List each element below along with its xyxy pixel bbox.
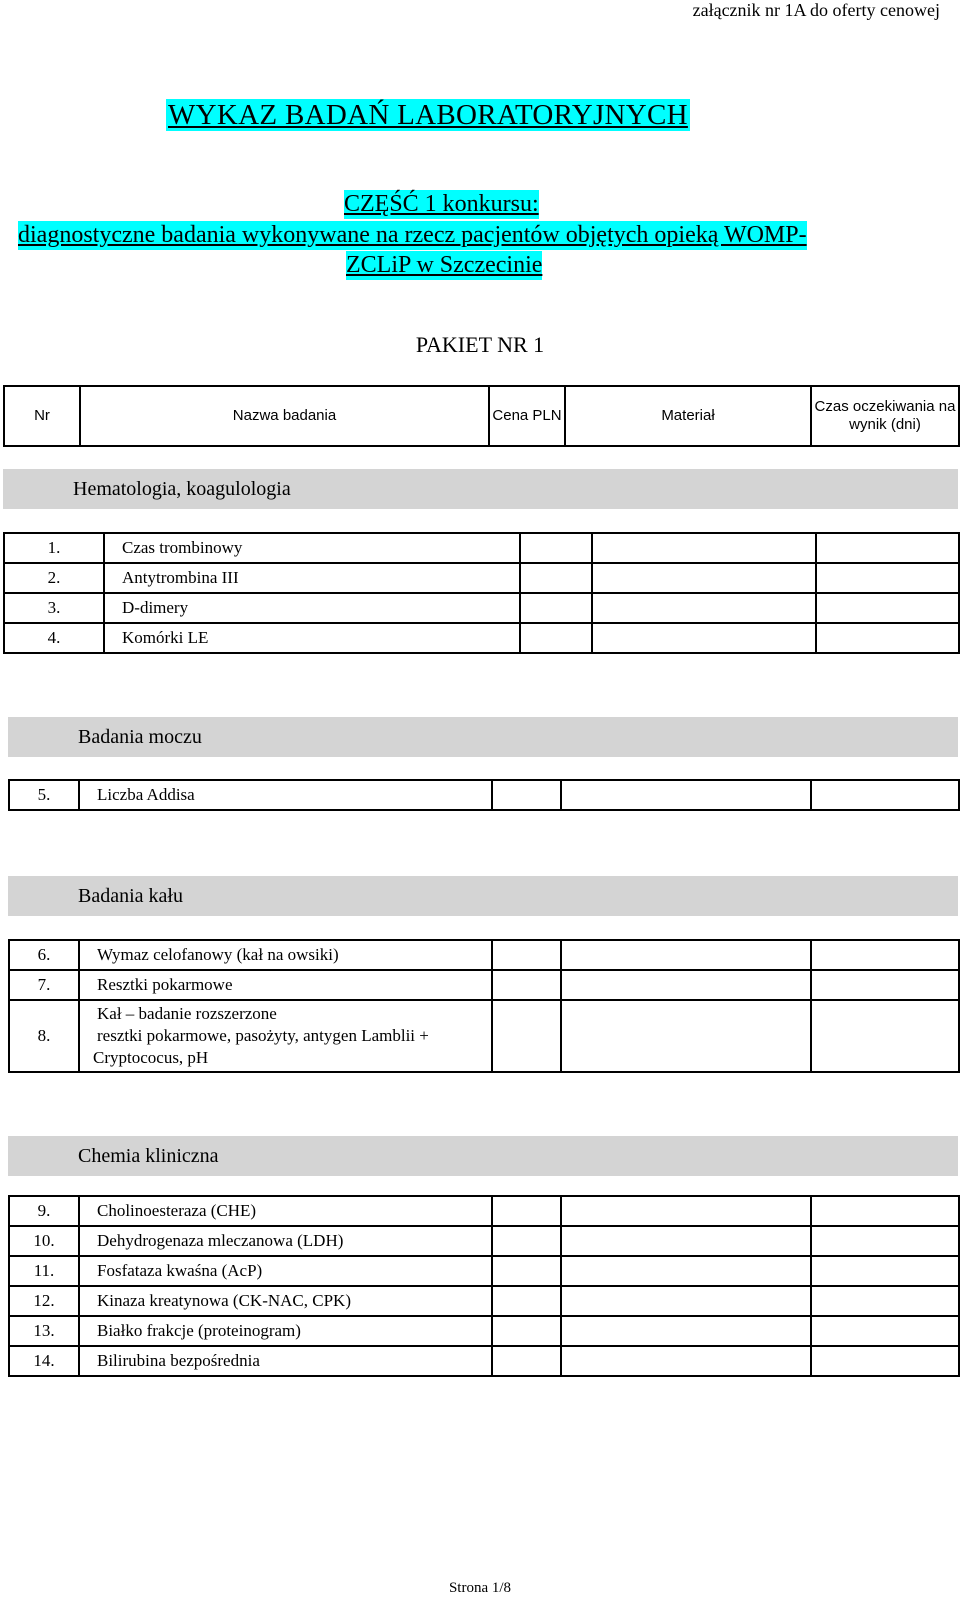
price-cell[interactable] bbox=[520, 593, 592, 623]
table-row bbox=[9, 1000, 959, 1072]
part-heading-line3: ZCLiP w Szczecinie bbox=[346, 252, 543, 278]
section-band-urine bbox=[8, 717, 958, 757]
row-nr: 11. bbox=[9, 1256, 79, 1286]
wait-cell[interactable] bbox=[811, 1286, 959, 1316]
column-header-table bbox=[3, 385, 960, 447]
material-cell[interactable] bbox=[561, 1196, 811, 1226]
price-cell[interactable] bbox=[492, 1256, 561, 1286]
row-nr: 5. bbox=[9, 780, 79, 810]
material-cell[interactable] bbox=[592, 623, 816, 653]
row-name: Antytrombina III bbox=[104, 563, 520, 593]
price-cell[interactable] bbox=[492, 780, 561, 810]
wait-cell[interactable] bbox=[811, 780, 959, 810]
price-cell[interactable] bbox=[520, 623, 592, 653]
table-row bbox=[9, 970, 959, 1000]
wait-cell[interactable] bbox=[811, 970, 959, 1000]
wait-cell[interactable] bbox=[816, 533, 959, 563]
wait-cell[interactable] bbox=[811, 1346, 959, 1376]
row-name: Fosfataza kwaśna (AcP) bbox=[79, 1256, 492, 1286]
wait-cell[interactable] bbox=[811, 1256, 959, 1286]
col-price: Cena PLN bbox=[489, 386, 565, 446]
col-nr: Nr bbox=[4, 386, 80, 446]
page-number: Strona 1/8 bbox=[448, 1580, 512, 1596]
price-cell[interactable] bbox=[492, 1346, 561, 1376]
price-cell[interactable] bbox=[492, 1226, 561, 1256]
chemistry-table bbox=[8, 1195, 960, 1377]
stool-table bbox=[8, 939, 960, 1073]
row-name-line: Cryptococus, pH bbox=[93, 1048, 209, 1067]
table-row bbox=[9, 780, 959, 810]
col-material: Materiał bbox=[565, 386, 811, 446]
material-cell[interactable] bbox=[561, 1226, 811, 1256]
row-name: Liczba Addisa bbox=[79, 780, 492, 810]
row-nr: 10. bbox=[9, 1226, 79, 1256]
row-nr: 8. bbox=[9, 1000, 79, 1072]
table-row bbox=[9, 1196, 959, 1226]
material-cell[interactable] bbox=[592, 533, 816, 563]
material-cell[interactable] bbox=[592, 593, 816, 623]
table-row bbox=[9, 1286, 959, 1316]
table-row bbox=[9, 1346, 959, 1376]
table-row bbox=[9, 940, 959, 970]
row-nr: 14. bbox=[9, 1346, 79, 1376]
row-nr: 6. bbox=[9, 940, 79, 970]
document-title: WYKAZ BADAŃ LABORATORYJNYCH bbox=[168, 99, 688, 131]
wait-cell[interactable] bbox=[816, 563, 959, 593]
row-nr: 3. bbox=[4, 593, 104, 623]
table-row bbox=[4, 623, 959, 653]
package-title: PAKIET NR 1 bbox=[415, 332, 545, 357]
col-name: Nazwa badania bbox=[80, 386, 489, 446]
hematology-table bbox=[3, 532, 960, 654]
wait-cell[interactable] bbox=[811, 1000, 959, 1072]
material-cell[interactable] bbox=[561, 1256, 811, 1286]
table-row bbox=[9, 1256, 959, 1286]
price-cell[interactable] bbox=[492, 940, 561, 970]
row-name: Cholinoesteraza (CHE) bbox=[79, 1196, 492, 1226]
table-row bbox=[4, 593, 959, 623]
price-cell[interactable] bbox=[492, 1196, 561, 1226]
row-name: Czas trombinowy bbox=[104, 533, 520, 563]
part-heading-line1: CZĘŚĆ 1 konkursu: bbox=[344, 191, 539, 217]
row-name-line: Kał – badanie rozszerzone bbox=[97, 1004, 277, 1023]
section-title: Hematologia, koagulologia bbox=[73, 478, 291, 500]
price-cell[interactable] bbox=[492, 1000, 561, 1072]
material-cell[interactable] bbox=[561, 1346, 811, 1376]
table-row bbox=[4, 563, 959, 593]
row-nr: 9. bbox=[9, 1196, 79, 1226]
section-band-hematology bbox=[3, 469, 958, 509]
material-cell[interactable] bbox=[561, 1000, 811, 1072]
table-row bbox=[9, 1316, 959, 1346]
wait-cell[interactable] bbox=[811, 1226, 959, 1256]
price-cell[interactable] bbox=[520, 533, 592, 563]
material-cell[interactable] bbox=[561, 1286, 811, 1316]
table-row bbox=[4, 533, 959, 563]
urine-table bbox=[8, 779, 960, 811]
price-cell[interactable] bbox=[492, 970, 561, 1000]
table-row bbox=[9, 1226, 959, 1256]
material-cell[interactable] bbox=[561, 1316, 811, 1346]
price-cell[interactable] bbox=[492, 1316, 561, 1346]
row-name: Białko frakcje (proteinogram) bbox=[79, 1316, 492, 1346]
section-band-stool bbox=[8, 876, 958, 916]
material-cell[interactable] bbox=[561, 780, 811, 810]
row-nr: 13. bbox=[9, 1316, 79, 1346]
col-wait: Czas oczekiwania na wynik (dni) bbox=[811, 386, 959, 446]
price-cell[interactable] bbox=[492, 1286, 561, 1316]
wait-cell[interactable] bbox=[811, 1196, 959, 1226]
wait-cell[interactable] bbox=[811, 940, 959, 970]
row-nr: 2. bbox=[4, 563, 104, 593]
row-name: Kinaza kreatynowa (CK-NAC, CPK) bbox=[79, 1286, 492, 1316]
price-cell[interactable] bbox=[520, 563, 592, 593]
material-cell[interactable] bbox=[592, 563, 816, 593]
part-heading-line2: diagnostyczne badania wykonywane na rzecz pacjentów objętych opieką WOMP- bbox=[18, 222, 807, 248]
attachment-note: załącznik nr 1A do oferty cenowej bbox=[692, 0, 940, 20]
row-name: Wymaz celofanowy (kał na owsiki) bbox=[79, 940, 492, 970]
row-name: Bilirubina bezpośrednia bbox=[79, 1346, 492, 1376]
row-nr: 4. bbox=[4, 623, 104, 653]
section-title: Chemia kliniczna bbox=[78, 1145, 219, 1167]
wait-cell[interactable] bbox=[811, 1316, 959, 1346]
row-name: Dehydrogenaza mleczanowa (LDH) bbox=[79, 1226, 492, 1256]
material-cell[interactable] bbox=[561, 970, 811, 1000]
row-name-line: resztki pokarmowe, pasożyty, antygen Lamblii + bbox=[97, 1026, 429, 1045]
material-cell[interactable] bbox=[561, 940, 811, 970]
section-title: Badania kału bbox=[78, 885, 183, 907]
row-nr: 1. bbox=[4, 533, 104, 563]
row-nr: 12. bbox=[9, 1286, 79, 1316]
row-name: Resztki pokarmowe bbox=[79, 970, 492, 1000]
row-name: Komórki LE bbox=[104, 623, 520, 653]
row-nr: 7. bbox=[9, 970, 79, 1000]
section-title: Badania moczu bbox=[78, 726, 202, 748]
row-name: D-dimery bbox=[104, 593, 520, 623]
wait-cell[interactable] bbox=[816, 593, 959, 623]
row-name bbox=[79, 1000, 492, 1072]
wait-cell[interactable] bbox=[816, 623, 959, 653]
section-band-clinical-chemistry bbox=[8, 1136, 958, 1176]
